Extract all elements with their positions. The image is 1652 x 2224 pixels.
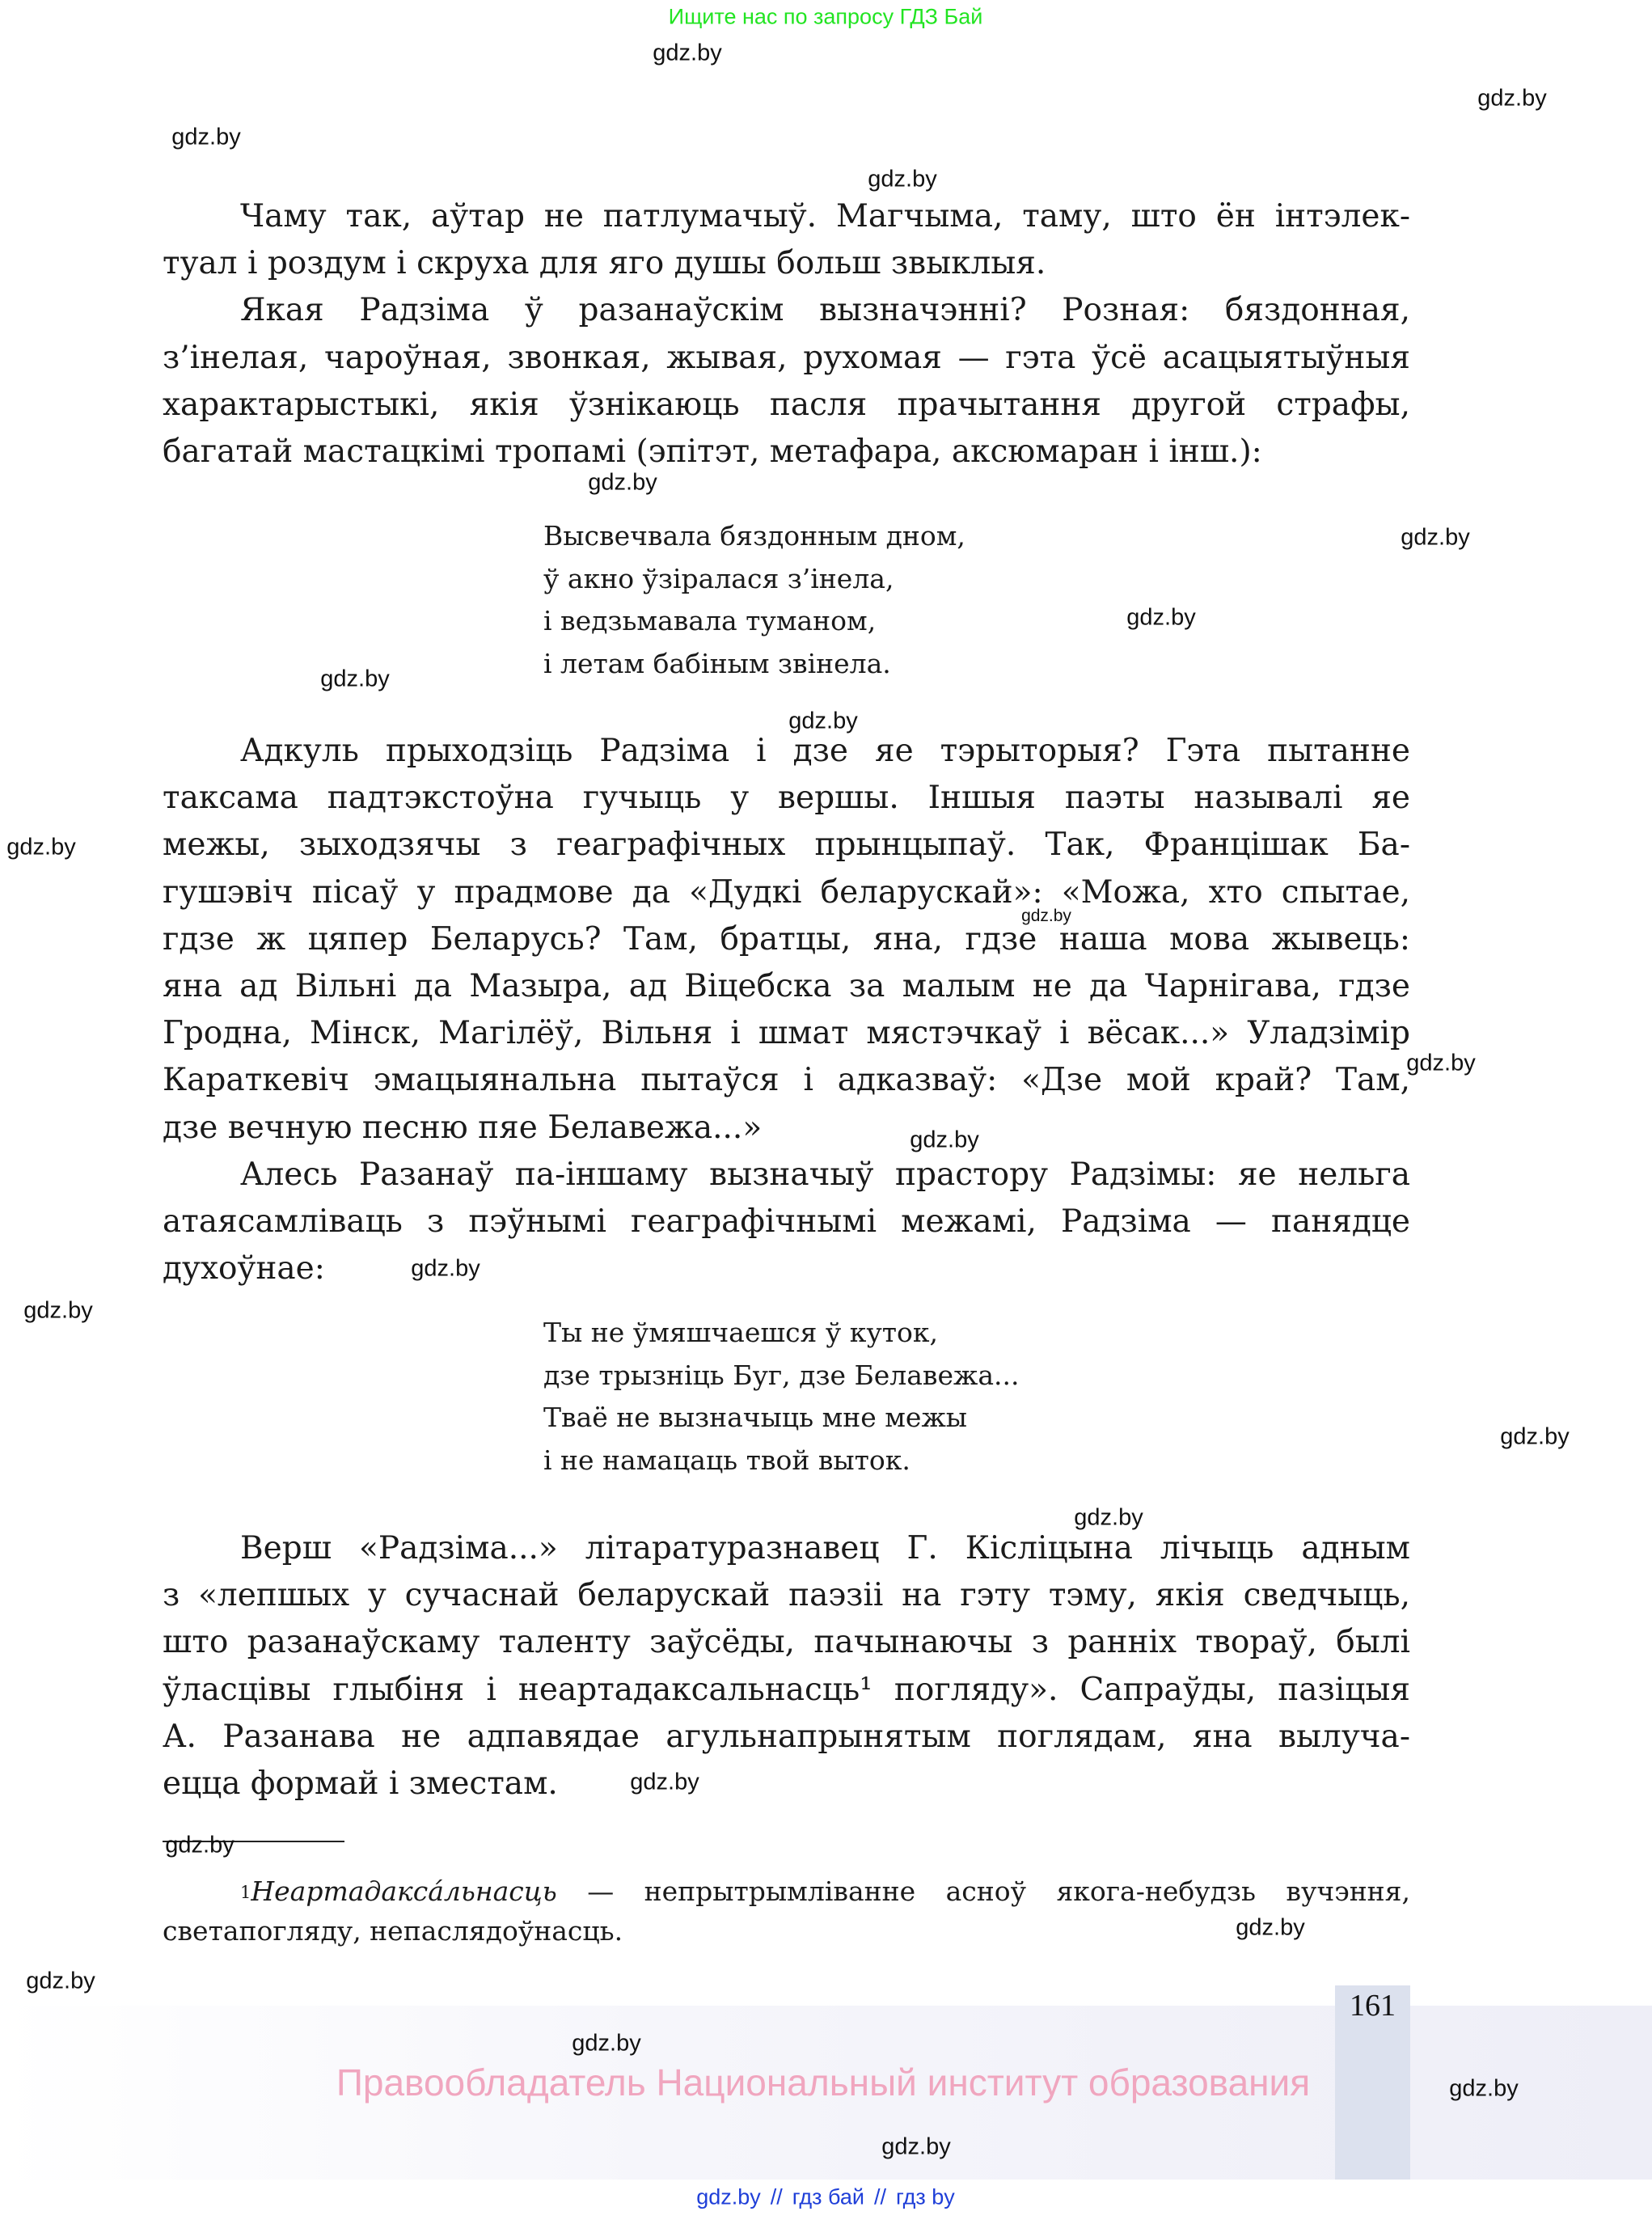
poem-quote xyxy=(543,1312,1020,1482)
poem-line: ў акно ўзіралася з’інела, xyxy=(543,562,894,594)
watermark: gdz.by xyxy=(165,1832,234,1858)
watermark: gdz.by xyxy=(411,1255,480,1282)
page-number: 161 xyxy=(1350,1989,1396,2023)
separator: // xyxy=(873,2184,887,2209)
poem-line: Ты не ўмяшчаешся ў куток, xyxy=(543,1317,939,1348)
watermark: gdz.by xyxy=(1074,1504,1143,1531)
poem-line: і летам бабіным звінела. xyxy=(543,647,891,679)
watermark: gdz.by xyxy=(320,666,390,692)
paragraph-line: з «лепшых у сучаснай беларускай паэзіі на гэту тэму, якія сведчыць, xyxy=(163,1577,1410,1614)
watermark: gdz.by xyxy=(171,124,241,150)
watermark: gdz.by xyxy=(26,1968,95,1994)
watermark: gdz.by xyxy=(1406,1050,1476,1076)
paragraph-line: Алесь Разанаў па-іншаму вызначыў прастору Радзімы: яе нельга xyxy=(240,1156,1410,1193)
text-block xyxy=(163,1525,1410,1808)
paragraph-line: межы, зыходзячы з геаграфічных прынцыпаў. Так, Францішак Ба- xyxy=(163,827,1410,864)
footnote-line: светапогляду, непаслядоўнасць. xyxy=(163,1915,623,1947)
watermark: gdz.by xyxy=(572,2030,641,2057)
paragraph-line: А. Разанава не адпавядае агульнапрынятым поглядам, яна вылуча- xyxy=(163,1718,1410,1755)
link-gdz-bai[interactable]: гдз бай xyxy=(792,2184,864,2209)
watermark: gdz.by xyxy=(1401,524,1470,551)
poem-line: і ведзьмавала туманом, xyxy=(543,605,877,636)
watermark: gdz.by xyxy=(588,469,657,496)
watermark: gdz.by xyxy=(6,834,76,860)
paragraph-line: гдзе ж цяпер Беларусь? Там, братцы, яна, гдзе наша мова жывець: xyxy=(163,920,1410,958)
paragraph-line: ецца формай і зместам. xyxy=(163,1765,558,1802)
poem-line: і не намацаць твой выток. xyxy=(543,1444,911,1476)
text-block xyxy=(163,193,1410,476)
watermark: gdz.by xyxy=(1500,1423,1570,1450)
paragraph-line: гушэвіч пісаў у прадмове да «Дудкі беларускай»: «Можа, хто спытае, xyxy=(163,873,1410,911)
bottom-links xyxy=(691,2185,960,2210)
paragraph-line: багатай мастацкімі тропамі (эпітэт, метафара, аксюмаран і інш.): xyxy=(163,433,1262,470)
paragraph-line: Якая Радзіма ў разанаўскім вызначэнні? Розная: бяздонная, xyxy=(240,292,1410,329)
footnote-marker: 1 xyxy=(240,1883,251,1902)
copyright-notice: Правообладатель Национальный институт образования xyxy=(336,2061,1311,2103)
paragraph-line: Верш «Радзіма...» літаратуразнавец Г. Кісліцына лічыць адным xyxy=(240,1530,1410,1567)
footnote-line xyxy=(163,1871,1410,1911)
watermark: gdz.by xyxy=(881,2133,951,2160)
poem-line: Тваё не вызначыць мне межы xyxy=(543,1402,968,1433)
footnote xyxy=(163,1871,1410,1951)
watermark: gdz.by xyxy=(1449,2075,1519,2102)
paragraph-line: Караткевіч эмацыянальна пытаўся і адказваў: «Дзе мой край? Там, xyxy=(163,1062,1410,1099)
paragraph-line: характарыстыкі, якія ўзнікаюць пасля прачытання другой страфы, xyxy=(163,386,1410,423)
paragraph-line: з’інелая, чароўная, звонкая, жывая, рухомая — гэта ўсё асацыятыўныя xyxy=(163,339,1410,376)
watermark: gdz.by xyxy=(653,40,722,66)
watermark: gdz.by xyxy=(910,1127,979,1153)
paragraph-line: таксама падтэкстоўна гучыць у вершы. Іншыя паэты называлі яе xyxy=(163,780,1410,817)
watermark: gdz.by xyxy=(1021,907,1071,925)
paragraph-line: Гродна, Мінск, Магілёў, Вільня і шмат мястэчкаў і вёсак...» Уладзімір xyxy=(163,1015,1410,1052)
paragraph-line: туал і роздум і скруха для яго душы больш звыклыя. xyxy=(163,245,1046,282)
paragraph-line: яна ад Вільні да Мазыра, ад Віцебска за малым не да Чарнігава, гдзе xyxy=(163,967,1410,1004)
text-block xyxy=(163,728,1410,1292)
paragraph-line: духоўнае: xyxy=(163,1250,325,1287)
link-gdz-by-cyr[interactable]: гдз by xyxy=(896,2184,955,2209)
paragraph-line: ўласцівы глыбіня і неартадаксальнасць¹ погляду». Сапраўды, пазіцыя xyxy=(163,1671,1410,1708)
poem-quote xyxy=(543,515,965,685)
watermark: gdz.by xyxy=(788,708,858,734)
paragraph-line: што разанаўскаму таленту заўсёды, пачынаючы з ранніх твораў, былі xyxy=(163,1624,1410,1661)
footnote-definition: — непрытрымліванне асноў якога-небудзь вучэння, xyxy=(556,1875,1410,1907)
watermark: gdz.by xyxy=(1236,1914,1305,1941)
watermark: gdz.by xyxy=(1477,85,1547,112)
link-gdz-by[interactable]: gdz.by xyxy=(696,2184,761,2209)
watermark: gdz.by xyxy=(1126,604,1196,631)
paragraph-line: атаясамліваць з пэўнымі геаграфічнымі межамі, Радзіма — панядце xyxy=(163,1203,1410,1240)
poem-line: Высвечвала бяздонным дном, xyxy=(543,520,965,552)
poem-line: дзе трызніць Буг, дзе Белавежа... xyxy=(543,1359,1020,1391)
watermark: gdz.by xyxy=(868,166,937,192)
paragraph-line: Чаму так, аўтар не патлумачыў. Магчыма, таму, што ён інтэлек- xyxy=(240,198,1410,235)
footnote-term: Неартадакса́льнасць xyxy=(251,1875,557,1907)
paragraph-line: дзе вечную песню пяе Белавежа...» xyxy=(163,1109,763,1146)
search-banner[interactable]: Ищите нас по запросу ГДЗ Бай xyxy=(668,4,983,29)
separator: // xyxy=(770,2184,783,2209)
watermark: gdz.by xyxy=(23,1297,93,1324)
paragraph-line: Адкуль прыходзіць Радзіма і дзе яе тэрыторыя? Гэта пытанне xyxy=(240,733,1410,769)
watermark: gdz.by xyxy=(630,1769,699,1795)
